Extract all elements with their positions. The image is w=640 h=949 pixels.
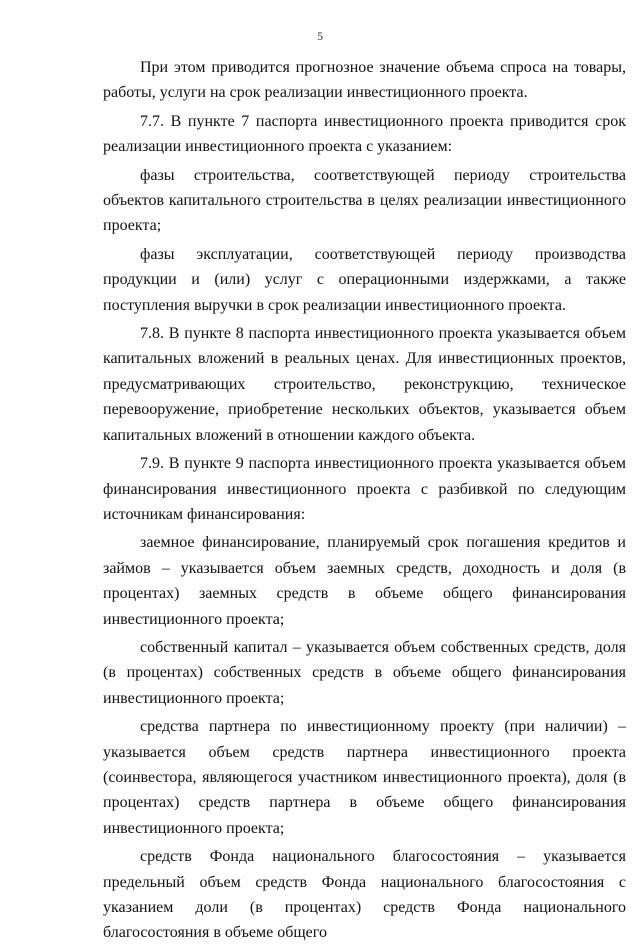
paragraph-7-9: 7.9. В пункте 9 паспорта инвестиционного проекта указывается объем финансирования инвестиционного проекта с разбивкой по следующим источникам финансирования: [103,455,626,523]
paragraph-debt-financing: заемное финансирование, планируемый срок погашения кредитов и займов – указывается объем заемных средств, доходность и доля (в процентах) заемных средств в объеме общего финансирования инвестиционного проекта; [103,534,626,628]
paragraph-7-8: 7.8. В пункте 8 паспорта инвестиционного проекта указывается объем капитальных вложений в реальных ценах. Для инвестиционных проектов, предусматривающих строительство, реконструкцию, техническое перевооружение, приобретение нескольких объектов, указывается объем капитальных вложений в отношении каждого объекта. [103,325,626,444]
page-number: 5 [317,29,323,43]
paragraph-construction-phase: фазы строительства, соответствующей периоду строительства объектов капитального строительства в целях реализации инвестиционного проекта; [103,166,626,235]
paragraph-partner-funds: средства партнера по инвестиционному проекту (при наличии) – указывается объем средств партнера инвестиционного проекта (соинвестора, являющегося участником инвестиционного проекта), доля (в процентах) средств партнера в объеме общего финансирования инвестиционного проекта; [103,718,626,837]
paragraph-7-7: 7.7. В пункте 7 паспорта инвестиционного проекта приводится срок реализации инвестиционного проекта с указанием: [103,112,626,156]
paragraph-demand-forecast: При этом приводится прогнозное значение объема спроса на товары, работы, услуги на срок реализации инвестиционного проекта. [103,59,626,102]
paragraph-national-wealth-fund: средств Фонда национального благосостояния – указывается предельный объем средств Фонда национального благосостояния с указанием доли (в процентах) средств Фонда национального благосостояния в объеме общего [103,848,626,942]
paragraph-equity: собственный капитал – указывается объем собственных средств, доля (в процентах) собственных средств в объеме общего финансирования инвестиционного проекта; [103,638,626,707]
document-body [103,55,626,949]
paragraph-operation-phase: фазы эксплуатации, соответствующей периоду производства продукции и (или) услуг с операционными издержками, а также поступления выручки в срок реализации инвестиционного проекта. [103,245,626,314]
